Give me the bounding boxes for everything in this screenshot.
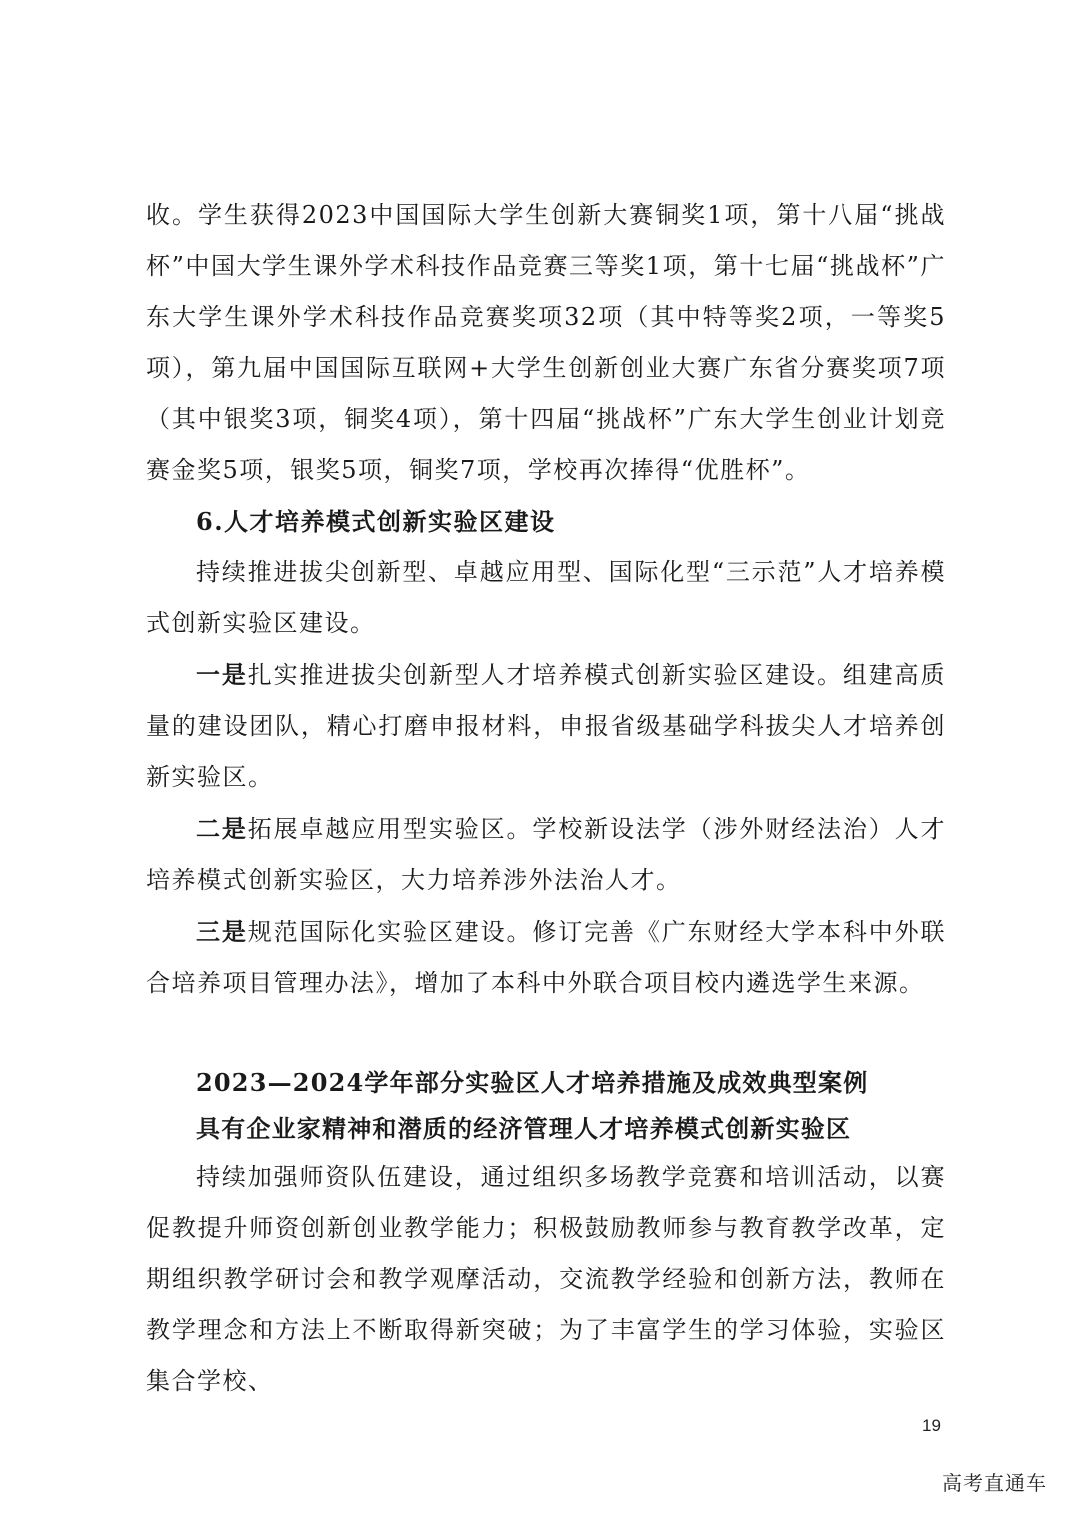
section-6-heading: 6.人才培养模式创新实验区建设	[196, 507, 556, 536]
item-1-paragraph	[146, 649, 946, 803]
paragraph-awards: 收。学生获得2023中国国际大学生创新大赛铜奖1项，第十八届“挑战杯”中国大学生课外学术科技作品竞赛三等奖1项，第十七届“挑战杯”广东大学生课外学术科技作品竞赛奖项32项（其中特等奖2项，一等奖5项），第九届中国国际互联网+大学生创新创业大赛广东省分赛奖项7项（其中银奖3项，铜奖4项），第十四届“挑战杯”广东大学生创业计划竞赛金奖5项，银奖5项，铜奖7项，学校再次捧得“优胜杯”。	[146, 201, 946, 484]
case-paragraph: 持续加强师资队伍建设，通过组织多场教学竞赛和培训活动，以赛促教提升师资创新创业教学能力；积极鼓励教师参与教育教学改革，定期组织教学研讨会和教学观摩活动，交流教学经验和创新方法，教师在教学理念和方法上不断取得新突破；为了丰富学生的学习体验，实验区集合学校、	[146, 1163, 946, 1395]
body-text-upper	[146, 190, 946, 1009]
item-2-paragraph	[146, 803, 946, 906]
body-text-lower	[146, 1152, 946, 1407]
item-3-lead: 三是	[196, 917, 248, 946]
item-2-text: 拓展卓越应用型实验区。学校新设法学（涉外财经法治）人才培养模式创新实验区，大力培养涉外法治人才。	[146, 815, 946, 894]
page-number: 19	[922, 1416, 941, 1435]
watermark-text: 高考直通车	[942, 1471, 1047, 1495]
case-subheading: 具有企业家精神和潜质的经济管理人才培养模式创新实验区	[196, 1114, 852, 1143]
item-3-paragraph	[146, 906, 946, 1009]
item-1-lead: 一是	[196, 660, 248, 689]
case-heading: 2023—2024学年部分实验区人才培养措施及成效典型案例	[196, 1068, 869, 1097]
item-3-text: 规范国际化实验区建设。修订完善《广东财经大学本科中外联合培养项目管理办法》，增加了本科中外联合项目校内遴选学生来源。	[146, 918, 946, 997]
section-6-intro: 持续推进拔尖创新型、卓越应用型、国际化型“三示范”人才培养模式创新实验区建设。	[146, 558, 946, 637]
item-1-text: 扎实推进拔尖创新型人才培养模式创新实验区建设。组建高质量的建设团队，精心打磨申报材料，申报省级基础学科拔尖人才培养创新实验区。	[146, 661, 946, 791]
item-2-lead: 二是	[196, 814, 248, 843]
